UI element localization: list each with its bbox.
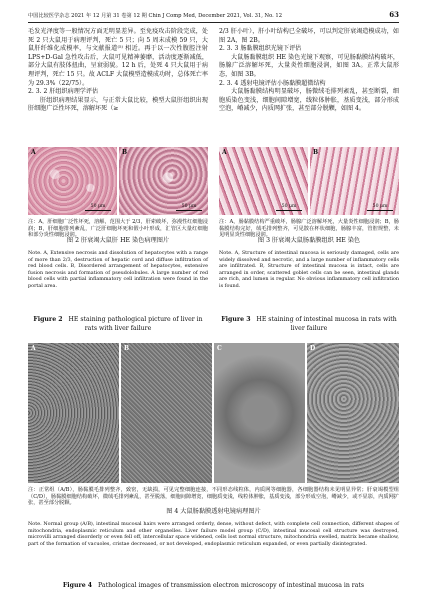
journal-header: 中国比较医学杂志 2021 年 12 月第 31 卷第 12 期 Chin J Comp Med, December 2021, Vol. 31, No. 12: [28, 13, 282, 19]
panel-label: B: [313, 149, 319, 156]
scale-bar-label: 50 μm: [90, 204, 106, 209]
body-paragraph: 肝组织病理结果显示，与正常大鼠比较，模型大鼠肝组织出现肝细胞广泛性坏死，溶解坏死（≥: [28, 96, 208, 113]
figure3-title-zh: 图 3 肝衰竭大鼠肠黏膜组织 HE 染色: [257, 237, 361, 244]
figure3-title-en: [219, 316, 399, 333]
scale-bar-label: 50 μm: [281, 204, 297, 209]
panel-label: A: [222, 149, 227, 156]
scale-bar: [85, 203, 111, 211]
scale-bar: [176, 203, 202, 211]
section-heading: 2. 3. 4 透射电镜评估小肠黏膜超微结构: [219, 79, 326, 87]
figure4-caption-zh: 注：正常组（A/B），肠黏膜毛排列整齐，致密，无缺损，可见完整细胞连接，不同形态线粒体，内质网等细胞器，各细胞器结构未见明显异常；肝衰竭模型组（C/D），肠黏膜细胞结构破坏，微绒毛排列紊乱，甚至脱落，细胞间隙增宽，细胞质变浅，线粒体肿胀，基质变浅，部分形成空泡，嵴减少，或不显影，内质网扩张，甚至部分脱颗。: [28, 487, 399, 507]
figure4-panel-b: [121, 343, 212, 483]
body-paragraph: 大鼠肠黏膜结构明显破坏，肠微绒毛排列紊乱，甚至断裂，细胞质染色变浅，细胞间隙增宽，线粒体肿胀，基质变浅，部分形成空泡，嵴减少，内质网扩张，甚至部分脱颗，如图 4。: [219, 88, 399, 113]
figure-title-text: HE staining pathological picture of liver in rats with liver failure: [68, 316, 203, 332]
figure2-panel-b: [119, 147, 208, 215]
panel-label: C: [217, 345, 222, 352]
figure4-caption-en: Note. Normal group (A/B), intestinal mucosal hairs were arranged orderly, dense, without defect, with complete cell connection, different shapes of mitochondria, endoplasmic reticulum and other organelles. Liver failure model group (C/D), intestinal mucosal cell structure was destroyed, microvilli arranged disorderly or even fell off, intercellular space widened, cells lost normal structure, mitochondria swelled, matrix became shallow, part of the formation of vacuoles, cristae decreased, or not developed, endoplasmic reticulum expanded, or even partially disintegrated.: [28, 521, 399, 547]
figure2-title-en: [28, 316, 208, 333]
figure3-caption-zh: 注：A，肠黏膜结构严重破坏，肠腺广泛溶解坏死，大量炎性细胞浸润；B，肠黏膜结构完好，绒毛排列整齐，可见散在杯状细胞，肠腺丰富，管腔规整，未见明显炎性细胞浸润。: [219, 219, 399, 239]
figure3-panel-a: [219, 147, 308, 215]
panel-label: B: [122, 149, 128, 156]
figure4-title-zh: 图 4 大鼠肠黏膜透射电镜病理图片: [166, 508, 261, 515]
scale-bar: [276, 203, 302, 211]
panel-label: B: [124, 345, 130, 352]
figure4-panel-d: [307, 343, 399, 483]
scale-bar-label: 50 μm: [181, 204, 197, 209]
page-number: 63: [389, 10, 399, 19]
figure-title-text: Pathological images of transmission electron microscopy of intestinal mucosa in rats: [98, 582, 365, 589]
scale-bar-label: 50 μm: [372, 204, 388, 209]
figure2-caption-en: Note. A, Extensive necrosis and dissolution of hepatocytes with a range of more than 2/3, destruction of hepatic cord and diffuse infiltration of red blood cells. B, Disordered arrangement of hepatocytes, extensive fusion necrosis and formation of pseudolobules. A large number of red blood cells with partial inflammatory cell infiltration were found in the portal area.: [28, 250, 208, 289]
scale-bar: [367, 203, 393, 211]
panel-label: D: [310, 345, 316, 352]
figure2-title-zh: 图 2 肝衰竭大鼠肝 HE 染色病理图片: [66, 237, 170, 244]
left-column-text: [28, 28, 208, 114]
figure-label: Figure 3: [221, 316, 251, 323]
body-paragraph: 毛发光泽度等一般情况方面无明显差异。至免疫攻击阶段完成，处死 2 只大鼠用于病理评判，死亡 5 只；向 5 周末成模 59 只，大鼠肝纤维化成模率，与文献报道⁽⁵⁾ 相近。再于以一次性腹腔注射 LPS+D-Gal 急性攻击后，大鼠可见精神萎靡，活动度逐渐减低，部分大鼠有肢体扭曲，呈衰弱貌。12 h 后，处死 4 只大鼠用于病理评判，死亡 15 只。故 ACLF 大鼠模型造模成功时，总体死亡率为 29.3%（22/75）。: [28, 28, 208, 87]
figure3-caption-en: Note. A, Structure of intestinal mucosa is seriously damaged, cells are widely dissolved and necrotic, and a large number of inflammatory cells are infiltrated. B, Structure of intestinal mucosa is intact, cells are arranged in order, scattered goblet cells can be seen, intestinal glands are rich, and lumen is regular. No obvious inflammatory cell infiltration is found.: [219, 250, 399, 289]
figure2-panel-a: [28, 147, 117, 215]
body-paragraph: 大鼠肠黏膜组织 HE 染色光镜下观察，可见肠黏膜结构破坏，肠腺广泛溶解坏死，大量炎性细胞浸润，如图 3A。正常大鼠形态，如图 3B。: [219, 53, 399, 78]
figure4-title-en: [28, 582, 399, 591]
figure3-panel-b: [310, 147, 399, 215]
body-paragraph: 2/3 肝小叶），肝小叶结构已全破坏，可以判定肝衰竭造模成功，如图 2A，图 2B。: [219, 28, 399, 44]
figure-label: Figure 2: [33, 316, 63, 323]
panel-label: A: [31, 149, 36, 156]
panel-label: A: [31, 345, 36, 352]
right-column-text: [219, 28, 399, 114]
section-heading: 2. 3. 2 肝组织病理学评估: [28, 88, 99, 96]
figure4-panel-c: [214, 343, 305, 483]
figure4-panel-a: [28, 343, 119, 483]
running-header: [28, 10, 399, 23]
figure-title-text: HE staining of intestinal mucosa in rats with liver failure: [256, 316, 397, 332]
figure2-caption-zh: 注：A，肝细胞广泛性坏死，溶解，范围大于 2/3，肝索破坏，弥漫性红细胞浸润；B，肝细胞排列紊乱，广泛肝细胞坏死和假小叶形成，汇管区大量红细胞和部分炎性细胞浸润。: [28, 219, 208, 239]
figure-label: Figure 4: [62, 582, 93, 589]
section-heading: 2. 3. 3 肠黏膜组织光镜下评估: [219, 45, 302, 53]
